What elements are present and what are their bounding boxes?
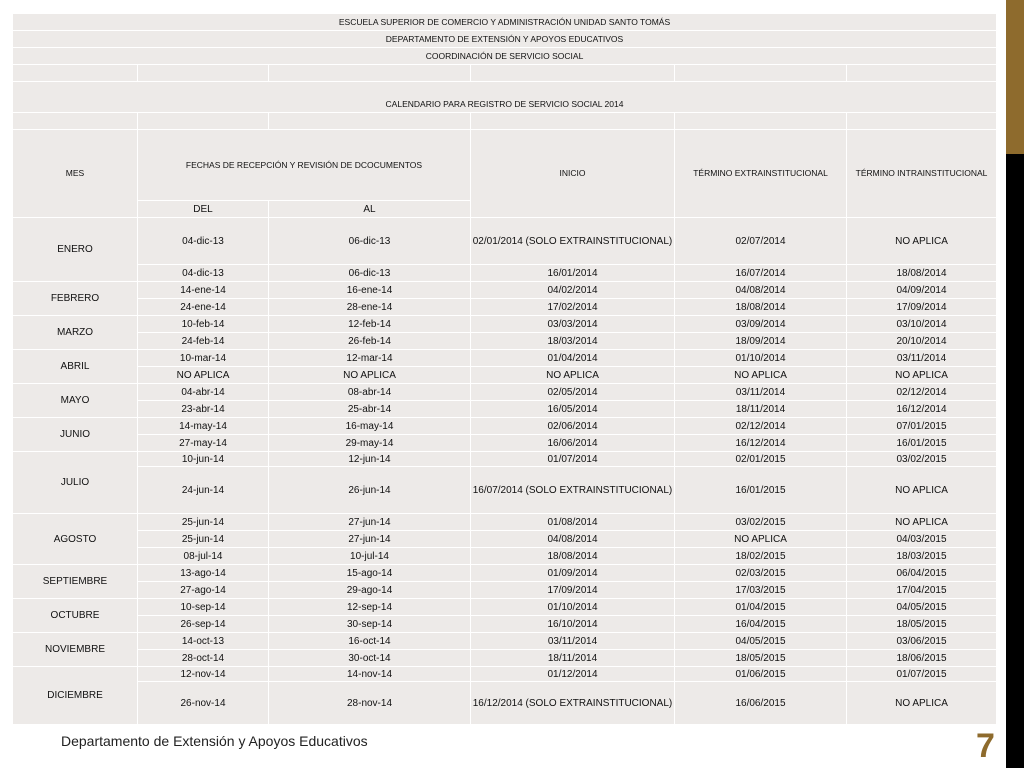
month-cell: NOVIEMBRE bbox=[13, 633, 138, 667]
del-cell: 27-ago-14 bbox=[138, 582, 269, 599]
spacer-row bbox=[13, 113, 997, 130]
month-cell: DICIEMBRE bbox=[13, 667, 138, 725]
termino-intra-cell: 17/04/2015 bbox=[847, 582, 997, 599]
al-cell: 27-jun-14 bbox=[269, 531, 471, 548]
table-row bbox=[13, 582, 997, 599]
inicio-cell: 04/08/2014 bbox=[471, 531, 675, 548]
table-row bbox=[13, 265, 997, 282]
month-cell: JUNIO bbox=[13, 418, 138, 452]
page-number: 7 bbox=[976, 727, 995, 765]
al-cell: 15-ago-14 bbox=[269, 565, 471, 582]
al-cell: 29-may-14 bbox=[269, 435, 471, 452]
month-cell: MARZO bbox=[13, 316, 138, 350]
termino-intra-cell: NO APLICA bbox=[847, 218, 997, 265]
inicio-cell: 01/04/2014 bbox=[471, 350, 675, 367]
table-row bbox=[13, 682, 997, 725]
termino-extra-cell: 02/03/2015 bbox=[675, 565, 847, 582]
al-cell: 28-ene-14 bbox=[269, 299, 471, 316]
table-row bbox=[13, 401, 997, 418]
termino-extra-cell: 02/01/2015 bbox=[675, 452, 847, 467]
termino-extra-cell: NO APLICA bbox=[675, 367, 847, 384]
del-cell: 24-jun-14 bbox=[138, 467, 269, 514]
inicio-cell: 01/09/2014 bbox=[471, 565, 675, 582]
table-row bbox=[13, 467, 997, 514]
del-cell: 13-ago-14 bbox=[138, 565, 269, 582]
termino-extra-cell: 16/04/2015 bbox=[675, 616, 847, 633]
inicio-cell: NO APLICA bbox=[471, 367, 675, 384]
inicio-cell: 01/08/2014 bbox=[471, 514, 675, 531]
inicio-cell: 18/08/2014 bbox=[471, 548, 675, 565]
inicio-cell: 03/03/2014 bbox=[471, 316, 675, 333]
month-cell: JULIO bbox=[13, 452, 138, 514]
col-header-fechas: FECHAS DE RECEPCIÓN Y REVISIÓN DE DCOCUMENTOS bbox=[138, 130, 471, 201]
inicio-cell: 02/05/2014 bbox=[471, 384, 675, 401]
del-cell: 24-ene-14 bbox=[138, 299, 269, 316]
col-header-del: DEL bbox=[138, 201, 269, 218]
al-cell: 29-ago-14 bbox=[269, 582, 471, 599]
table-row bbox=[13, 218, 997, 265]
del-cell: 26-nov-14 bbox=[138, 682, 269, 725]
inicio-cell: 17/02/2014 bbox=[471, 299, 675, 316]
month-cell: MAYO bbox=[13, 384, 138, 418]
month-cell: AGOSTO bbox=[13, 514, 138, 565]
al-cell: 30-oct-14 bbox=[269, 650, 471, 667]
inicio-cell: 04/02/2014 bbox=[471, 282, 675, 299]
termino-extra-cell: 18/02/2015 bbox=[675, 548, 847, 565]
month-cell: FEBRERO bbox=[13, 282, 138, 316]
termino-intra-cell: 03/10/2014 bbox=[847, 316, 997, 333]
termino-extra-cell: 16/06/2015 bbox=[675, 682, 847, 725]
table-row bbox=[13, 514, 997, 531]
calendar-table bbox=[12, 13, 997, 725]
termino-extra-cell: 03/11/2014 bbox=[675, 384, 847, 401]
del-cell: 26-sep-14 bbox=[138, 616, 269, 633]
table-row bbox=[13, 282, 997, 299]
termino-intra-cell: 04/05/2015 bbox=[847, 599, 997, 616]
termino-intra-cell: 04/09/2014 bbox=[847, 282, 997, 299]
termino-extra-cell: 04/08/2014 bbox=[675, 282, 847, 299]
inicio-cell: 01/12/2014 bbox=[471, 667, 675, 682]
termino-intra-cell: 03/02/2015 bbox=[847, 452, 997, 467]
table-row bbox=[13, 599, 997, 616]
del-cell: 10-mar-14 bbox=[138, 350, 269, 367]
slide-accent-bar bbox=[1006, 0, 1024, 154]
termino-extra-cell: 16/01/2015 bbox=[675, 467, 847, 514]
termino-extra-cell: 02/12/2014 bbox=[675, 418, 847, 435]
termino-intra-cell: 18/08/2014 bbox=[847, 265, 997, 282]
termino-intra-cell: 03/11/2014 bbox=[847, 350, 997, 367]
termino-intra-cell: 18/06/2015 bbox=[847, 650, 997, 667]
termino-intra-cell: NO APLICA bbox=[847, 682, 997, 725]
termino-extra-cell: 01/04/2015 bbox=[675, 599, 847, 616]
al-cell: 16-oct-14 bbox=[269, 633, 471, 650]
table-row bbox=[13, 531, 997, 548]
termino-extra-cell: NO APLICA bbox=[675, 531, 847, 548]
al-cell: NO APLICA bbox=[269, 367, 471, 384]
termino-intra-cell: 16/12/2014 bbox=[847, 401, 997, 418]
termino-extra-cell: 16/07/2014 bbox=[675, 265, 847, 282]
termino-extra-cell: 03/02/2015 bbox=[675, 514, 847, 531]
al-cell: 16-may-14 bbox=[269, 418, 471, 435]
inicio-cell: 03/11/2014 bbox=[471, 633, 675, 650]
termino-intra-cell: 18/05/2015 bbox=[847, 616, 997, 633]
termino-extra-cell: 04/05/2015 bbox=[675, 633, 847, 650]
al-cell: 28-nov-14 bbox=[269, 682, 471, 725]
inicio-cell: 16/06/2014 bbox=[471, 435, 675, 452]
inicio-cell: 01/07/2014 bbox=[471, 452, 675, 467]
table-row bbox=[13, 548, 997, 565]
al-cell: 12-mar-14 bbox=[269, 350, 471, 367]
termino-extra-cell: 01/10/2014 bbox=[675, 350, 847, 367]
del-cell: 10-jun-14 bbox=[138, 452, 269, 467]
col-header-al: AL bbox=[269, 201, 471, 218]
termino-intra-cell: NO APLICA bbox=[847, 514, 997, 531]
department-name: DEPARTAMENTO DE EXTENSIÓN Y APOYOS EDUCATIVOS bbox=[13, 31, 997, 48]
al-cell: 06-dic-13 bbox=[269, 218, 471, 265]
termino-intra-cell: 04/03/2015 bbox=[847, 531, 997, 548]
al-cell: 30-sep-14 bbox=[269, 616, 471, 633]
inicio-cell: 16/12/2014 (SOLO EXTRAINSTITUCIONAL) bbox=[471, 682, 675, 725]
table-row bbox=[13, 418, 997, 435]
table-row bbox=[13, 650, 997, 667]
inicio-cell: 02/06/2014 bbox=[471, 418, 675, 435]
del-cell: 28-oct-14 bbox=[138, 650, 269, 667]
termino-extra-cell: 18/08/2014 bbox=[675, 299, 847, 316]
col-header-termino-intra: TÉRMINO INTRAINSTITUCIONAL bbox=[847, 130, 997, 218]
del-cell: 27-may-14 bbox=[138, 435, 269, 452]
termino-extra-cell: 16/12/2014 bbox=[675, 435, 847, 452]
al-cell: 16-ene-14 bbox=[269, 282, 471, 299]
del-cell: 10-feb-14 bbox=[138, 316, 269, 333]
al-cell: 12-feb-14 bbox=[269, 316, 471, 333]
table-row bbox=[13, 350, 997, 367]
al-cell: 12-sep-14 bbox=[269, 599, 471, 616]
del-cell: 10-sep-14 bbox=[138, 599, 269, 616]
inicio-cell: 16/05/2014 bbox=[471, 401, 675, 418]
termino-intra-cell: NO APLICA bbox=[847, 467, 997, 514]
table-row bbox=[13, 299, 997, 316]
al-cell: 14-nov-14 bbox=[269, 667, 471, 682]
coordination-name: COORDINACIÓN DE SERVICIO SOCIAL bbox=[13, 48, 997, 65]
table-row bbox=[13, 452, 997, 467]
school-name: ESCUELA SUPERIOR DE COMERCIO Y ADMINISTRACIÓN UNIDAD SANTO TOMÁS bbox=[13, 14, 997, 31]
table-row bbox=[13, 333, 997, 350]
termino-extra-cell: 03/09/2014 bbox=[675, 316, 847, 333]
del-cell: 12-nov-14 bbox=[138, 667, 269, 682]
termino-extra-cell: 02/07/2014 bbox=[675, 218, 847, 265]
al-cell: 26-jun-14 bbox=[269, 467, 471, 514]
spacer-row bbox=[13, 65, 997, 82]
table-row bbox=[13, 435, 997, 452]
inicio-cell: 17/09/2014 bbox=[471, 582, 675, 599]
col-header-inicio: INICIO bbox=[471, 130, 675, 218]
month-cell: ABRIL bbox=[13, 350, 138, 384]
table-title: CALENDARIO PARA REGISTRO DE SERVICIO SOCIAL 2014 bbox=[13, 82, 997, 113]
del-cell: 14-oct-13 bbox=[138, 633, 269, 650]
termino-intra-cell: 06/04/2015 bbox=[847, 565, 997, 582]
termino-intra-cell: 03/06/2015 bbox=[847, 633, 997, 650]
del-cell: 14-ene-14 bbox=[138, 282, 269, 299]
inicio-cell: 02/01/2014 (SOLO EXTRAINSTITUCIONAL) bbox=[471, 218, 675, 265]
al-cell: 06-dic-13 bbox=[269, 265, 471, 282]
del-cell: 23-abr-14 bbox=[138, 401, 269, 418]
col-header-termino-extra: TÉRMINO EXTRAINSTITUCIONAL bbox=[675, 130, 847, 218]
al-cell: 26-feb-14 bbox=[269, 333, 471, 350]
termino-extra-cell: 18/09/2014 bbox=[675, 333, 847, 350]
inicio-cell: 16/01/2014 bbox=[471, 265, 675, 282]
month-cell: OCTUBRE bbox=[13, 599, 138, 633]
inicio-cell: 16/10/2014 bbox=[471, 616, 675, 633]
inicio-cell: 18/11/2014 bbox=[471, 650, 675, 667]
al-cell: 08-abr-14 bbox=[269, 384, 471, 401]
al-cell: 10-jul-14 bbox=[269, 548, 471, 565]
termino-intra-cell: 18/03/2015 bbox=[847, 548, 997, 565]
del-cell: 04-dic-13 bbox=[138, 265, 269, 282]
table-row bbox=[13, 633, 997, 650]
al-cell: 25-abr-14 bbox=[269, 401, 471, 418]
table-row bbox=[13, 367, 997, 384]
del-cell: 04-dic-13 bbox=[138, 218, 269, 265]
del-cell: 25-jun-14 bbox=[138, 514, 269, 531]
table-row bbox=[13, 316, 997, 333]
termino-extra-cell: 17/03/2015 bbox=[675, 582, 847, 599]
inicio-cell: 01/10/2014 bbox=[471, 599, 675, 616]
termino-intra-cell: NO APLICA bbox=[847, 367, 997, 384]
inicio-cell: 18/03/2014 bbox=[471, 333, 675, 350]
termino-extra-cell: 01/06/2015 bbox=[675, 667, 847, 682]
table-row bbox=[13, 384, 997, 401]
termino-intra-cell: 16/01/2015 bbox=[847, 435, 997, 452]
table-row bbox=[13, 565, 997, 582]
termino-extra-cell: 18/11/2014 bbox=[675, 401, 847, 418]
del-cell: 24-feb-14 bbox=[138, 333, 269, 350]
del-cell: 08-jul-14 bbox=[138, 548, 269, 565]
month-cell: SEPTIEMBRE bbox=[13, 565, 138, 599]
del-cell: 25-jun-14 bbox=[138, 531, 269, 548]
col-header-mes: MES bbox=[13, 130, 138, 218]
month-cell: ENERO bbox=[13, 218, 138, 282]
del-cell: NO APLICA bbox=[138, 367, 269, 384]
del-cell: 14-may-14 bbox=[138, 418, 269, 435]
al-cell: 12-jun-14 bbox=[269, 452, 471, 467]
del-cell: 04-abr-14 bbox=[138, 384, 269, 401]
termino-intra-cell: 17/09/2014 bbox=[847, 299, 997, 316]
inicio-cell: 16/07/2014 (SOLO EXTRAINSTITUCIONAL) bbox=[471, 467, 675, 514]
termino-intra-cell: 01/07/2015 bbox=[847, 667, 997, 682]
footer-department: Departamento de Extensión y Apoyos Educativos bbox=[61, 733, 368, 749]
al-cell: 27-jun-14 bbox=[269, 514, 471, 531]
termino-intra-cell: 02/12/2014 bbox=[847, 384, 997, 401]
termino-intra-cell: 07/01/2015 bbox=[847, 418, 997, 435]
table-row bbox=[13, 667, 997, 682]
termino-intra-cell: 20/10/2014 bbox=[847, 333, 997, 350]
table-row bbox=[13, 616, 997, 633]
termino-extra-cell: 18/05/2015 bbox=[675, 650, 847, 667]
